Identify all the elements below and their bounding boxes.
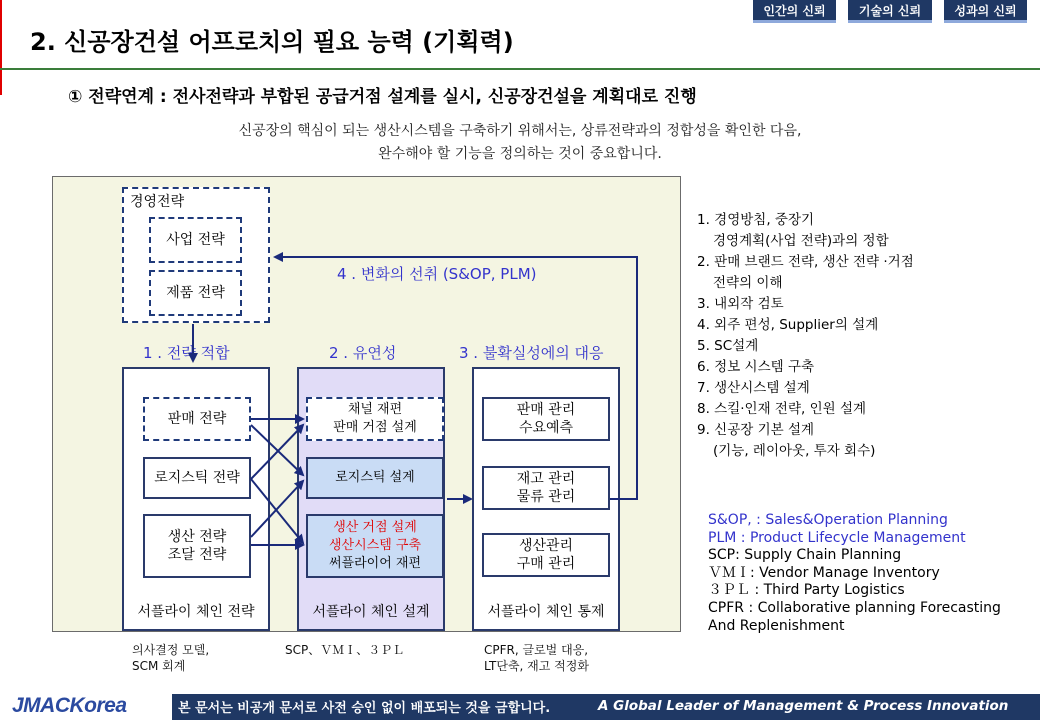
abbreviation-legend xyxy=(708,512,1001,635)
mgmt-strategy-title: 경영전략 xyxy=(130,194,185,210)
footer-slogan: A Global Leader of Management & Process Innovation xyxy=(598,698,1009,714)
production-site-line2: 생산시스템 구축 xyxy=(328,538,422,553)
strategy-diagram xyxy=(52,176,681,673)
inventory-management-line1: 재고 관리 xyxy=(516,471,576,487)
footer-notice: 본 문서는 비공개 문서로 사전 승인 없이 배포되는 것을 금합니다. xyxy=(178,701,551,716)
intro-line-1: 신공장의 핵심이 되는 생산시스템을 구축하기 위해서는, 상류전략과의 정합성을 확인한 다음, xyxy=(238,123,802,139)
abbr-vmi: ＶＭＩ: Vendor Manage Inventory xyxy=(708,564,940,581)
list-item: 6. 정보 시스템 구축 xyxy=(697,359,815,375)
list-item: 8. 스킬·인재 전략, 인원 설계 xyxy=(697,401,867,417)
sc-design-title: 서플라이 체인 설계 xyxy=(312,604,430,620)
list-item: 3. 내외작 검토 xyxy=(697,296,784,312)
production-management-line2: 구매 관리 xyxy=(516,556,576,572)
inventory-management-line2: 물류 관리 xyxy=(516,489,576,505)
product-strategy-label: 제품 전략 xyxy=(166,285,225,301)
list-item: 전략의 이해 xyxy=(713,275,783,291)
logistics-design-label: 로지스틱 설계 xyxy=(335,470,415,485)
label-flexibility: 2 . 유연성 xyxy=(329,344,397,362)
label-change-lead: 4 . 변화의 선취 (S&OP, PLM) xyxy=(337,265,537,283)
list-item: (기능, 레이아웃, 투자 회수) xyxy=(713,443,876,459)
list-item: 1. 경영방침, 중장기 xyxy=(697,212,815,228)
list-item: 9. 신공장 기본 설계 xyxy=(697,422,815,438)
sc-strategy-title: 서플라이 체인 전략 xyxy=(137,604,255,620)
label-strategic-fit: 1 . 전략 적합 xyxy=(143,344,230,362)
channel-redesign-line1: 채널 재편 xyxy=(347,402,403,417)
arrow-feedback-loop xyxy=(275,257,637,499)
list-item: 경영계획(사업 전략)과의 정합 xyxy=(713,233,889,249)
tab-human-trust[interactable]: 인간의 신뢰 xyxy=(753,0,836,20)
title-divider xyxy=(0,68,1040,70)
page-title: 2. 신공장건설 어프로치의 필요 능력 (기획력) xyxy=(30,28,514,56)
production-procurement-label: 생산 전략 조달 전략 xyxy=(167,529,227,563)
production-management-line1: 생산관리 xyxy=(518,538,574,554)
tab-result-trust[interactable]: 성과의 신뢰 xyxy=(944,0,1027,20)
key-points-list xyxy=(697,210,914,462)
logo-jmac: JMAC xyxy=(12,694,70,717)
abbr-cpfr: CPFR : Collaborative planning Forecasting xyxy=(708,599,1001,616)
diagram-arrows xyxy=(53,177,680,631)
channel-redesign-line2: 판매 거점 설계 xyxy=(333,420,417,435)
abbr-sop: S&OP, : Sales&Operation Planning xyxy=(708,512,948,528)
abbr-plm: PLM : Product Lifecycle Management xyxy=(708,529,966,546)
production-site-line1: 생산 거점 설계 xyxy=(333,520,417,535)
sales-management-line2: 수요예측 xyxy=(518,420,574,436)
abbr-cpfr-cont: And Replenishment xyxy=(708,617,845,634)
tab-tech-trust[interactable]: 기술의 신뢰 xyxy=(848,0,932,20)
logistics-strategy-label: 로지스틱 전략 xyxy=(154,470,240,486)
sales-management-line1: 판매 관리 xyxy=(516,402,576,418)
list-item: 4. 외주 편성, Supplier의 설계 xyxy=(697,317,879,333)
list-item: 5. SC설계 xyxy=(697,338,759,354)
col2-note: SCP、ＶＭＩ、３ＰＬ xyxy=(285,643,405,657)
business-strategy-label: 사업 전략 xyxy=(166,232,225,248)
company-logo xyxy=(12,694,127,718)
list-item: 2. 판매 브랜드 전략, 생산 전략 ·거점 xyxy=(697,254,914,270)
left-accent-line xyxy=(0,0,2,95)
col1-note: 의사결정 모델, SCM 회계 xyxy=(132,643,210,673)
supplier-reorg-line: 써플라이어 재편 xyxy=(328,556,422,571)
logo-korea: Korea xyxy=(69,694,127,717)
abbr-3pl: ３ＰＬ : Third Party Logistics xyxy=(708,582,905,599)
sc-control-title: 서플라이 체인 통제 xyxy=(487,604,605,620)
col3-note: CPFR, 글로벌 대응, LT단축, 재고 적정화 xyxy=(484,643,589,673)
abbr-scp: SCP: Supply Chain Planning xyxy=(708,547,902,564)
section-subtitle: ① 전략연계 : 전사전략과 부합된 공급거점 설계를 실시, 신공장건설을 계획대로 진행 xyxy=(68,87,697,107)
sales-strategy-label: 판매 전략 xyxy=(167,411,227,427)
list-item: 7. 생산시스템 설계 xyxy=(697,380,810,396)
intro-line-2: 완수해야 할 기능을 정의하는 것이 중요합니다. xyxy=(378,146,662,162)
label-uncertainty: 3 . 불확실성에의 대응 xyxy=(459,344,604,362)
